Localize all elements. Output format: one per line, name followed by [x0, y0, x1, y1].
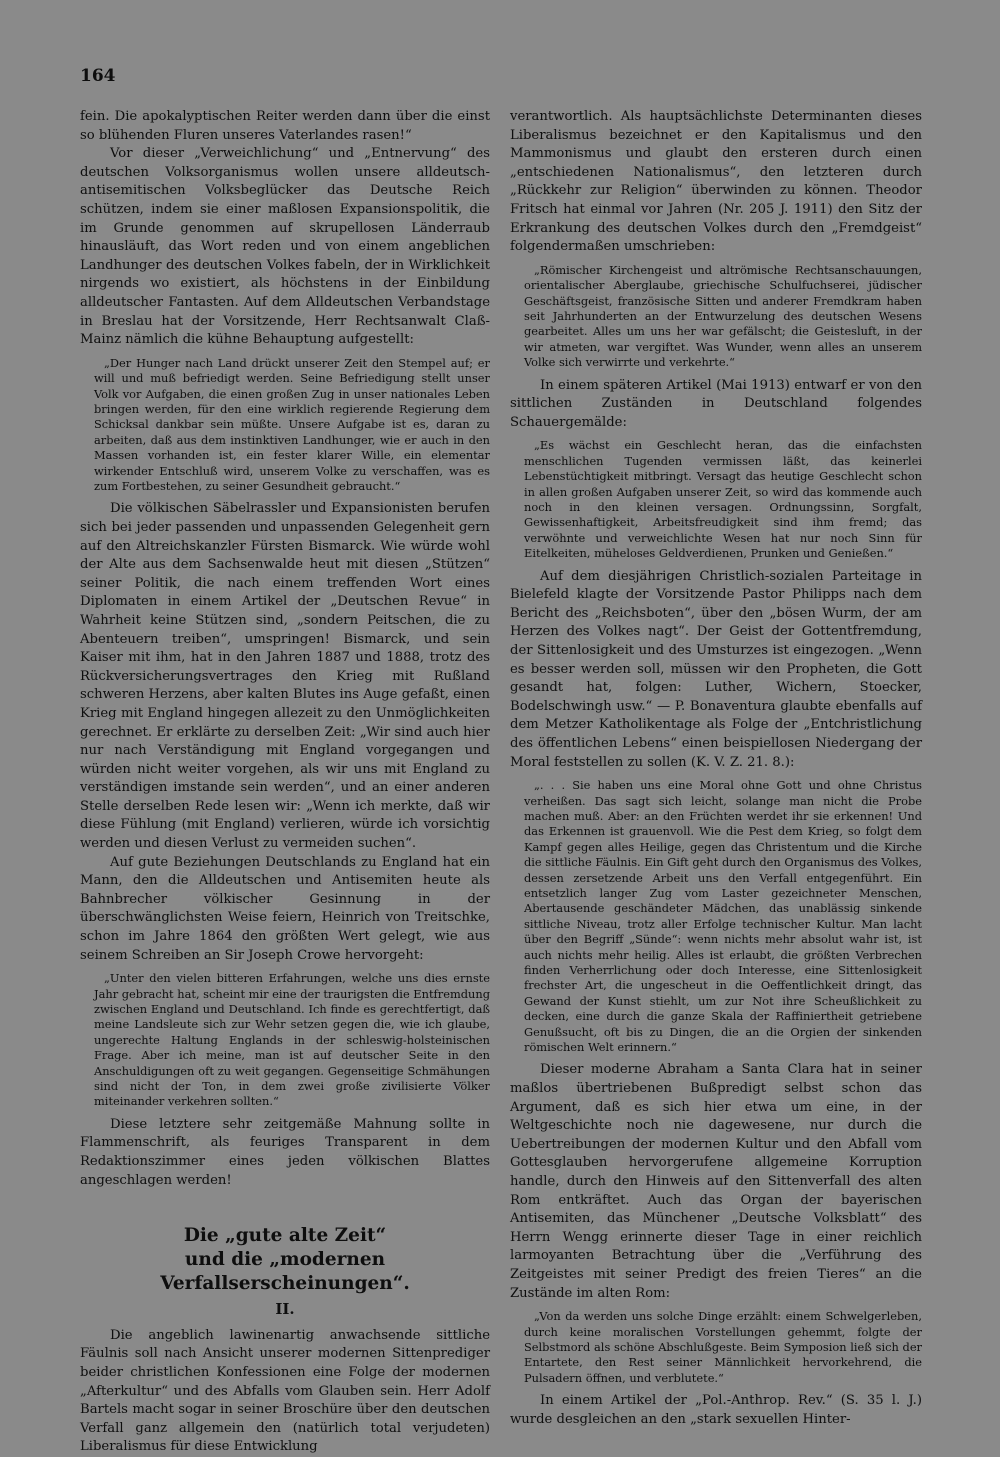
paragraph: Auf gute Beziehungen Deutschlands zu England hat ein Mann, den die Alldeutschen und Antisemiten heute als Bahnbrecher völkischer Gesinnung in der überschwänglichsten Weise feiern, Heinrich von Treitschke, schon im Jahre 1864 den größten Wert gelegt, wie aus seinem Schreiben an Sir Joseph Crowe hervorgeht:: [80, 854, 490, 963]
quotation-text: „. . . Sie haben uns eine Moral ohne Gott und ohne Christus verheißen. Das sagt sich leicht, solange man nicht die Probe machen muß. Aber: an den Früchten werdet ihr sie erkennen! Und das Erkennen ist grauenvoll. Wie die Pest dem Krieg, so folgt dem Kampf gegen alles Heilige, gegen das Christentum und die Kirche die sittliche Fäulnis. Ein Gift geht durch den Organismus des Volkes, dessen zersetzende Arbeit uns den Verfall entgegenführt. Ein entsetzlich langer Zug vom Laster gezeichneter Menschen, Abertausende geschändeter Mädchen, das unablässig sinkende sittliche Niveau, trotz aller Erfolge technischer Kultur. Man lacht über den Begriff „Sünde“: wenn nichts mehr absolut wahr ist, ist auch nichts mehr heilig. Alles ist erlaubt, die größten Verbrechen finden Verherrlichung oder doch Interesse, eine Sittenlosigkeit frechster Art, die ungescheut in die Oeffentlichkeit dringt, das Gewand der Kunst stiehlt, um zur Not ihre Scheußlichkeit zu decken, eine durch die ganze Skala der Raffiniertheit getriebene Genußsucht, oft bis zu Dingen, die an die Orgien der sinkenden römischen Welt erinnern.“: [524, 778, 922, 1055]
paragraph: fein. Die apokalyptischen Reiter werden dann über die einst so blühenden Fluren unseres Vaterlandes rasen!“: [80, 109, 490, 143]
right-column: [510, 108, 922, 1427]
left-column: [80, 108, 490, 1455]
paragraph: In einem späteren Artikel (Mai 1913) entwarf er von den sittlichen Zuständen in Deutschland folgendes Schauergemälde:: [510, 377, 922, 430]
section-number: II.: [275, 1300, 295, 1319]
heading-line-1: Die „gute alte Zeit“: [183, 1225, 387, 1247]
quotation-text: „Römischer Kirchengeist und altrömische Rechtsanschauungen, orientalischer Aberglaube, griechische Schulfuchserei, jüdischer Geschäftsgeist, französische Sitten und anderer Fremdkram haben seit Jahrhunderten an der Entwurzelung des deutschen Wesens gearbeitet. Alles um uns her war gefälscht; die Geistesluft, in der wir atmeten, war vergiftet. Was Wunder, wenn alles an unserem Volke sich verwirrte und verkehrte.“: [524, 262, 922, 370]
quotation: [510, 263, 922, 371]
page-number: 164: [80, 66, 116, 86]
paragraph: Die völkischen Säbelrassler und Expansionisten berufen sich bei jeder passenden und unpassenden Gelegenheit gern auf den Altreichskanzler Fürsten Bismarck. Wie würde wohl der Alte aus dem Sachsenwalde heut mit diesen „Stützen“ seiner Politik, die nach einem treffenden Wort eines Diplomaten in einem Artikel der „Deutschen Revue“ in Wahrheit keine Stützen sind, „sondern Peitschen, die zu Abenteuern treiben“, umspringen! Bismarck, und sein Kaiser mit ihm, hat in den Jahren 1887 und 1888, trotz des Rückversicherungsvertrages den Krieg mit Rußland schweren Herzens, aber kalten Blutes ins Auge gefaßt, einen Krieg mit England hingegen allezeit zu den Unmöglichkeiten gerechnet. Er erklärte zu derselben Zeit: „Wir sind auch hier nur nach Verständigung mit England vorgegangen und würden nicht weiter vorgehen, als wir uns mit England zu verständigen imstande sein werden“, und an einer anderen Stelle derselben Rede lesen wir: „Wenn ich merkte, daß wir diese Fühlung (mit England) verlieren, würde ich vorsichtig werden und diesen Verlust zu vermeiden suchen“.: [80, 501, 490, 852]
section-heading: [80, 1224, 490, 1296]
heading-line-2: und die „modernen Verfallserscheinungen“.: [160, 1249, 410, 1295]
quotation: [510, 778, 922, 1055]
quotation-text: „Von da werden uns solche Dinge erzählt: einem Schwelgerleben, durch keine moralischen Vorstellungen gehemmt, folgte der Selbstmord als schöne Abschlußgeste. Beim Symposion ließ sich der Entartete, den Rest seiner Männlichkeit hervorkehrend, die Pulsadern öffnen, und verblutete.“: [524, 1309, 922, 1385]
quotation: [510, 438, 922, 561]
quotation-text: „Es wächst ein Geschlecht heran, das die einfachsten menschlichen Tugenden vermissen läßt, das keinerlei Lebenstüchtigkeit mitbringt. Versagt das heutige Geschlecht schon in allen großen Aufgaben unserer Zeit, so wird das kommende auch noch in den kleinen versagen. Ordnungssinn, Sorgfalt, Gewissenhaftigkeit, Arbeitsfreudigkeit sind ihm fremd; das verwöhnte und verweichlichte Wesen hat nur noch Sinn für Eitelkeiten, müheloses Geldverdienen, Prunken und Genießen.“: [524, 438, 922, 561]
paragraph: Auf dem diesjährigen Christlich-sozialen Parteitage in Bielefeld klagte der Vorsitzende Pastor Philipps nach dem Bericht des „Reichsboten“, über den „bösen Wurm, der am Herzen des Volkes nagt“. Der Geist der Gottentfremdung, der Sittenlosigkeit und des Umsturzes ist eingezogen. „Wenn es besser werden soll, müssen wir den Propheten, die Gott gesandt hat, folgen: Luther, Wichern, Stoecker, Bodelschwingh usw.“ — P. Bonaventura glaubte ebenfalls auf dem Metzer Katholikentage als Folge der „Entchristlichung des öffentlichen Lebens“ einen beispiellosen Niedergang der Moral feststellen zu sollen (K. V. Z. 21. 8.):: [510, 568, 922, 770]
quotation: [510, 1309, 922, 1386]
paragraph: Dieser moderne Abraham a Santa Clara hat in seiner maßlos übertriebenen Bußpredigt selbst schon das Argument, daß es sich hier etwa um eine, in der Weltgeschichte noch nie dagewesene, nur durch die Uebertreibungen der modernen Kultur und den Abfall vom Gottesglauben hervorgerufene allgemeine Korruption handle, durch den Hinweis auf den Sittenverfall des alten Rom entkräftet. Auch das Organ der bayerischen Antisemiten, das Münchener „Deutsche Volksblatt“ des Herrn Wengg erinnerte dieser Tage in einer reichlich larmoyanten Betrachtung über die „Verführung des Zeitgeistes mit seiner Predigt des freien Tieres“ an die Zustände im alten Rom:: [510, 1062, 922, 1301]
paragraph: Vor dieser „Verweichlichung“ und „Entnervung“ des deutschen Volksorganismus wollen unsere alldeutsch-antisemitischen Volksbeglücker das Deutsche Reich schützen, indem sie einer maßlosen Expansionspolitik, die im Grunde genommen auf skrupellosen Länderraub hinausläuft, das Wort reden und von einem angeblichen Landhunger des deutschen Volkes fabeln, der in Wirklichkeit nirgends wo existiert, als höchstens in der Einbildung alldeutscher Fantasten. Auf dem Alldeutschen Verbandstage in Breslau hat der Vorsitzende, Herr Rechtsanwalt Claß-Mainz nämlich die kühne Behauptung aufgestellt:: [80, 146, 490, 348]
quotation-text: „Der Hunger nach Land drückt unserer Zeit den Stempel auf; er will und muß befriedigt werden. Seine Befriedigung stellt unser Volk vor Aufgaben, die einen großen Zug in unser nationales Leben bringen werden, für den eine wirklich regierende Regierung dem Schicksal dankbar sein müßte. Unsere Aufgabe ist es, daran zu arbeiten, daß aus dem instinktiven Landhunger, wie er auch in den Massen vorhanden ist, ein fester klarer Wille, ein elementar wirkender Entschluß wird, unserem Volke zu verschaffen, was es zum Fortbestehen, zu seiner Gesundheit gebraucht.“: [94, 355, 490, 493]
quotation: [80, 971, 490, 1110]
paragraph: In einem Artikel der „Pol.-Anthrop. Rev.“ (S. 35 l. J.) wurde desgleichen an den „stark sexuellen Hinter-: [510, 1393, 922, 1427]
quotation: [80, 356, 490, 495]
paragraph: Die angeblich lawinenartig anwachsende sittliche Fäulnis soll nach Ansicht unserer modernen Sittenprediger beider christlichen Konfessionen eine Folge der modernen „Afterkultur“ und des Abfalls vom Glauben sein. Herr Adolf Bartels macht sogar in seiner Broschüre über den deutschen Verfall ganz allgemein den (natürlich total verjudeten) Liberalismus für diese Entwicklung: [80, 1327, 490, 1455]
paragraph: verantwortlich. Als hauptsächlichste Determinanten dieses Liberalismus bezeichnet er den Kapitalismus und den Mammonismus und glaubt den ersteren durch einen „entschiedenen Nationalismus“, den letzteren durch „Rückkehr zur Religion“ überwinden zu können. Theodor Fritsch hat einmal vor Jahren (Nr. 205 J. 1911) den Sitz der Erkrankung des deutschen Volkes durch den „Fremdgeist“ folgendermaßen umschrieben:: [510, 109, 922, 255]
quotation-text: „Unter den vielen bitteren Erfahrungen, welche uns dies ernste Jahr gebracht hat, scheint mir eine der traurigsten die Entfremdung zwischen England und Deutschland. Ich finde es gerechtfertigt, daß meine Landsleute sich zur Wehr setzen gegen die, wie ich glaube, ungerechte Haltung Englands in der schleswig-holsteinischen Frage. Aber ich meine, man ist auf deutscher Seite in den Anschuldigungen oft zu weit gegangen. Gegenseitige Schmähungen sind nicht der Ton, in dem zwei große zivilisierte Völker miteinander verkehren sollten.“: [94, 971, 490, 1109]
paragraph: Diese letztere sehr zeitgemäße Mahnung sollte in Flammenschrift, als feuriges Transparent in dem Redaktionszimmer eines jeden völkischen Blattes angeschlagen werden!: [80, 1116, 490, 1188]
